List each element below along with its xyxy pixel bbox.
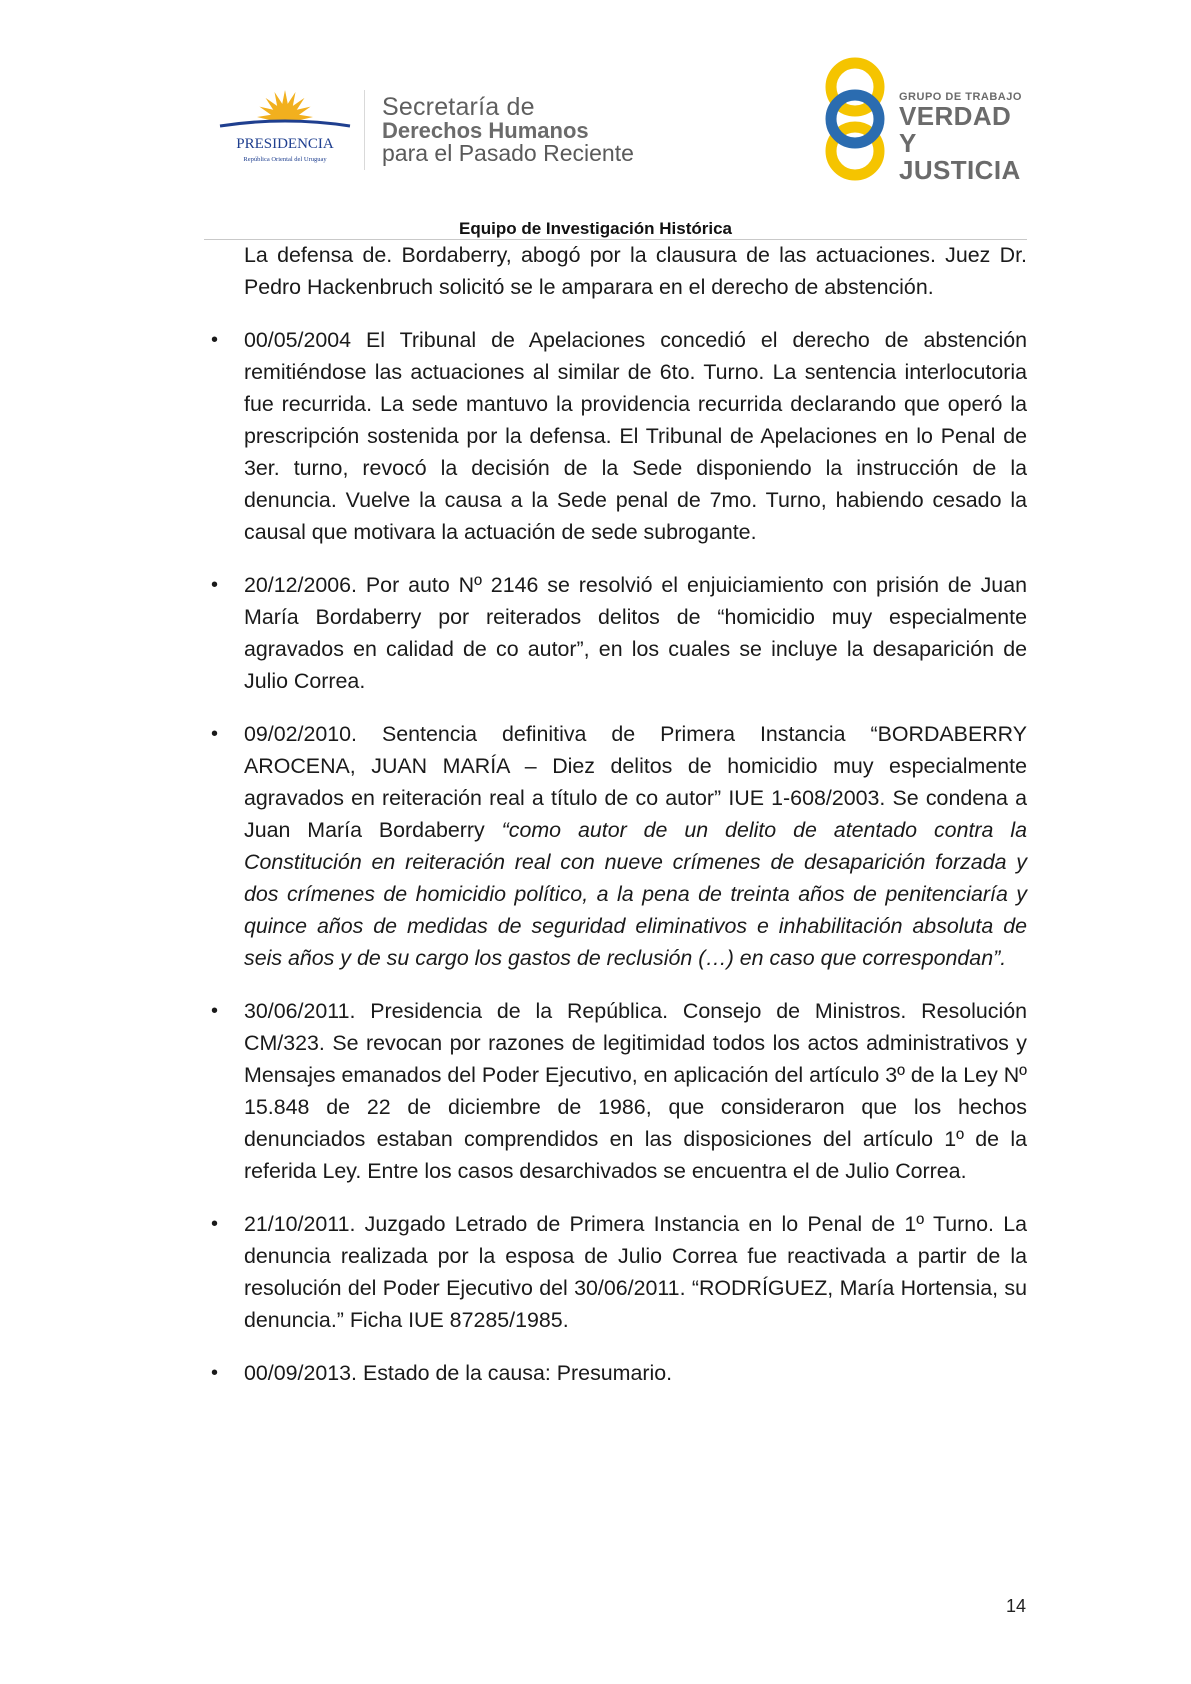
- list-item-text: 30/06/2011. Presidencia de la República. Consejo de Ministros. Resolución CM/323. Se revocan por razones de legitimidad todos los actos administrativos y Mensajes emanados del Poder Ejecutivo, en aplicación del artículo 3º de la Ley Nº 15.848 de 22 de diciembre de 1986, que consideraron que los hechos denunciados estaban comprendidos en las disposiciones del artículo 1º de la referida Ley. Entre los casos desarchivados se encuentra el de Julio Correa.: [244, 999, 1027, 1183]
- list-item: [211, 569, 1027, 697]
- list-item: [211, 1357, 1027, 1389]
- secretaria-line-1: Secretaría de: [382, 93, 535, 121]
- bullet: •: [211, 329, 219, 351]
- sentence-quote: “como autor de un delito de atentado contra la Constitución en reiteración real con nueve crímenes de desaparición forzada y dos crímenes de homicidio político, a la pena de treinta años de penitenciaría y quince años de medidas de seguridad eliminativos e inhabilitación absoluta de seis años y de su cargo los gastos de reclusión (…) en caso que correspondan”.: [244, 818, 1027, 970]
- list-item: [211, 324, 1027, 548]
- bullet: •: [211, 1000, 219, 1022]
- page-number: 14: [1006, 1596, 1027, 1616]
- svg-text:República Oriental del Uruguay: República Oriental del Uruguay: [243, 156, 327, 163]
- intro-paragraph: La defensa de. Bordaberry, abogó por la clausura de las actuaciones. Juez Dr. Pedro Hackenbruch solicitó se le amparara en el derecho de abstención.: [244, 243, 1027, 299]
- document-body: [211, 239, 1027, 1389]
- list-item-text: 21/10/2011. Juzgado Letrado de Primera Instancia en lo Penal de 1º Turno. La denuncia realizada por la esposa de Julio Correa fue reactivada a partir de la resolución del Poder Ejecutivo del 30/06/2011. “RODRÍGUEZ, María Hortensia, su denuncia.” Ficha IUE 87285/1985.: [244, 1212, 1027, 1332]
- secretaria-title: [382, 93, 722, 166]
- svg-text:PRESIDENCIA: PRESIDENCIA: [236, 136, 334, 152]
- bullet: •: [211, 1362, 219, 1384]
- list-item: [211, 995, 1027, 1187]
- verdad-justicia-rings-icon: [820, 56, 890, 182]
- list-item-text-regular: 09/02/2010. Sentencia definitiva de Primera Instancia “BORDABERRY AROCENA, JUAN MARÍA – Diez delitos de homicidio muy especialmente agravados en reiteración real a título de co autor” IUE 1-608/2003. Se condena a Juan María Bordaberry: [244, 722, 1027, 842]
- list-item-text: 20/12/2006. Por auto Nº 2146 se resolvió el enjuiciamiento con prisión de Juan María Bordaberry por reiterados delitos de “homicidio muy especialmente agravados en calidad de co autor”, en los cuales se incluye la desaparición de Julio Correa.: [244, 573, 1027, 693]
- bullet: •: [211, 723, 219, 745]
- secretaria-line-2: Derechos Humanos: [382, 118, 589, 143]
- list-item-text: 00/05/2004 El Tribunal de Apelaciones concedió el derecho de abstención remitiéndose las actuaciones al similar de 6to. Turno. La sentencia interlocutoria fue recurrida. La sede mantuvo la providencia recurrida declarando que operó la prescripción sostenida por la defensa. El Tribunal de Apelaciones en lo Penal de 3er. turno, revocó la decisión de la Sede disponiendo la instrucción de la denuncia. Vuelve la causa a la Sede penal de 7mo. Turno, habiendo cesado la causal que motivara la actuación de sede subrogante.: [244, 328, 1027, 544]
- vyj-line-2: JUSTICIA: [899, 155, 1021, 185]
- list-item-text: [244, 718, 1027, 974]
- verdad-justicia-logo-text: [899, 91, 1029, 184]
- vyj-line-1: VERDAD Y: [899, 101, 1012, 158]
- list-item: [211, 1208, 1027, 1336]
- bullet: •: [211, 574, 219, 596]
- presidencia-logo: [210, 88, 360, 170]
- list-item-text: 00/09/2013. Estado de la causa: Presumario.: [244, 1361, 673, 1385]
- logo-divider: [364, 90, 365, 170]
- vyj-small-text: GRUPO DE TRABAJO: [899, 91, 1022, 103]
- secretaria-line-3: para el Pasado Reciente: [382, 140, 634, 166]
- list-item: [211, 718, 1027, 974]
- sun-emblem-icon: [210, 88, 360, 170]
- bullet: •: [211, 1213, 219, 1235]
- unit-title: Equipo de Investigación Histórica: [459, 219, 732, 238]
